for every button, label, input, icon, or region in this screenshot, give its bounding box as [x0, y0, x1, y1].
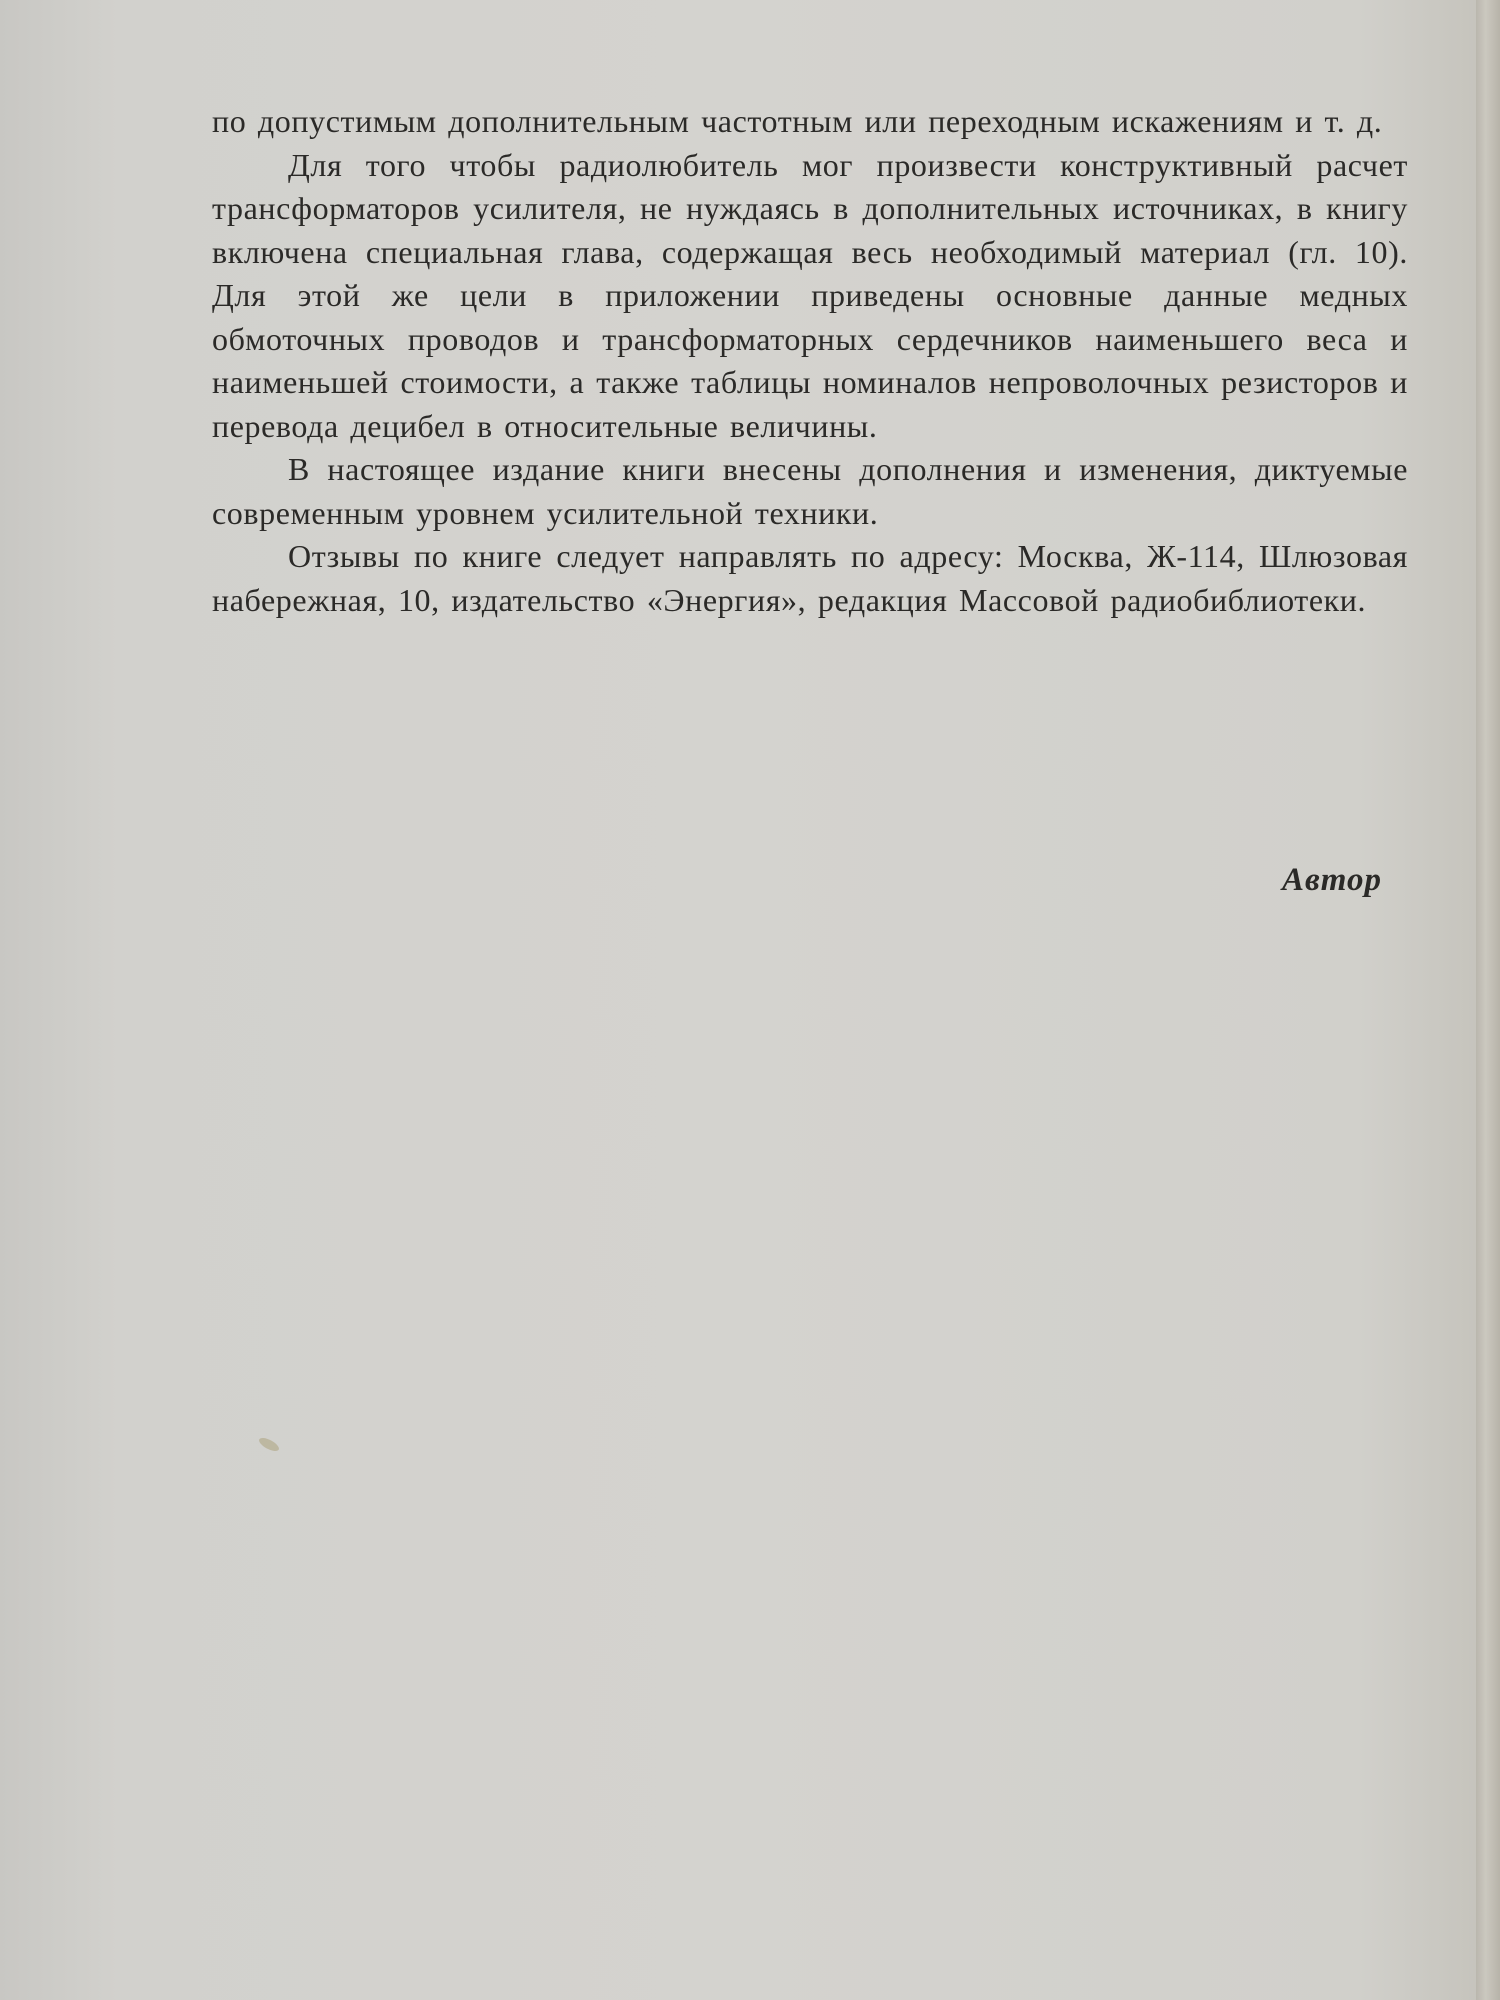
paragraph-edition: В настоящее издание книги внесены дополнения и изменения, диктуемые современным уровнем усилительной техники.: [212, 451, 1408, 531]
paragraph-continuation: по допустимым дополнительным частотным или переходным искажениям и т. д.: [212, 103, 1383, 139]
preface-text: [212, 100, 1408, 622]
paragraph-transformers: Для того чтобы радиолюбитель мог произвести конструктивный расчет трансформаторов усилителя, не нуждаясь в дополнительных источниках, в книгу включена специальная глава, содержащая весь необходимый материал (гл. 10). Для этой же цели в приложении приведены основные данные медных обмоточных проводов и трансформаторных сердечников наименьшего веса и наименьшей стоимости, а также таблицы номиналов непроволочных резисторов и перевода децибел в относительные величины.: [212, 146, 1408, 444]
paper-speck: [257, 1435, 281, 1453]
next-page-edge: [1476, 0, 1500, 2000]
paragraph-feedback-address: Отзывы по книге следует направлять по адресу: Москва, Ж-114, Шлюзовая набережная, 10, издательство «Энергия», редакция Массовой радиобиблиотеки.: [212, 538, 1408, 618]
author-signature: Автор: [1282, 862, 1382, 898]
